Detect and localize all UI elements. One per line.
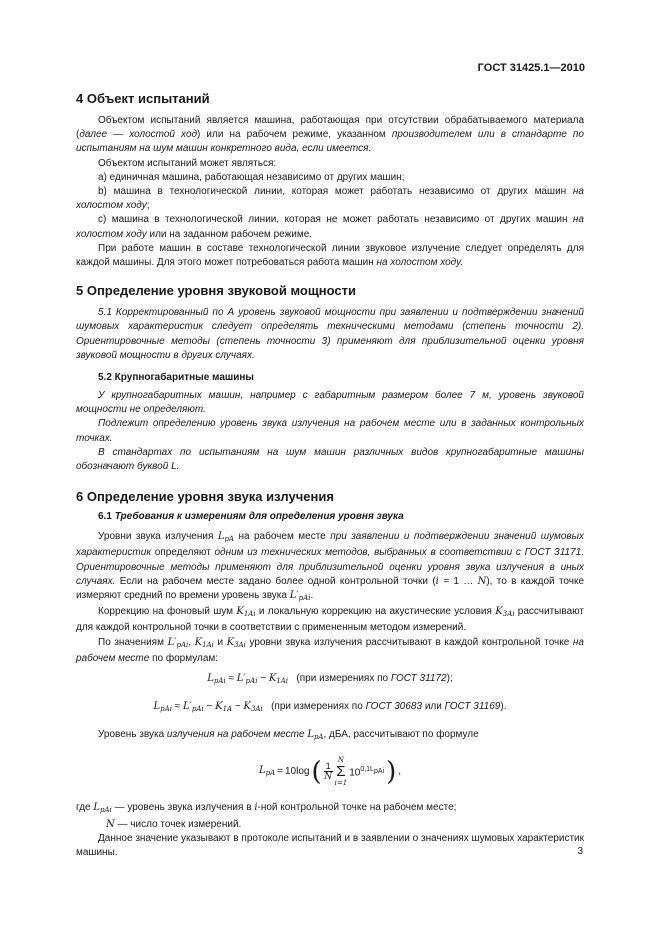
section-6-title: 6 Определение уровня звука излучения [76,489,334,505]
section-4-para-1: Объектом испытаний является машина, работающая при отсутствии обрабатываемого материала (далее — холостой ход) или на рабочем режиме, указанном производителем или в стандарте по испытаниям на шум машин конкретного вида, если имеется. [76,115,584,155]
formula-1: $L_{pAi} \approx L'_{pAi} - K_{1Ai}$ (при измерениях по ГОСТ 31172); [207,673,453,686]
section-4-item-c: c) машина в технологической линии, которая не может работать независимо от других машин на холостом ходу или на заданном рабочем режиме. [76,214,584,240]
section-4-item-b: b) машина в технологической линии, которая может работать независимо от других машин на холостом ходу; [76,186,584,212]
page-content [76,90,584,860]
section-5-title: 5 Определение уровня звуковой мощности [76,283,357,299]
section-5-2-title: 5.2 Крупногабаритные машины [98,372,254,384]
section-6-1-para-3: По значениям $L'_{pAi}$, $K_{1Ai}$ и $K_{3Ai}$ уровни звука излучения рассчитывают в каждой контрольной точке на рабочем месте по формулам: [76,636,584,664]
section-5-1: 5.1 Корректированный по А уровень звуковой мощности при заявлении и подтверждении значений шумовых характеристик следует определять техническими методами (степень точности 2). Ориентировочные методы (степень точности 3) применяют для приблизительной оценки уровня звуковой мощности в других случаях. [76,307,584,361]
section-4-para-3: При работе машин в составе технологической линии звуковое излучение следует определять для каждой машины. Для этого может потребоваться работа машин на холостом ходу. [76,242,584,269]
section-5-2-para-2: Подлежит определению уровень звука излучения на рабочем месте или в заданных контрольных точках. [76,418,584,444]
section-4-para-2: Объектом испытаний может являться: [98,157,277,169]
section-5-2-para-3: В стандартах по испытаниям на шум машин различных видов крупногабаритные машины обозначают буквой L. [76,446,584,473]
section-6-1-para-5: Данное значение указывают в протоколе испытаний и в заявлении о значениях шумовых характеристик машины. [76,832,584,858]
section-5-2-para-1: У крупногабаритных машин, например с габаритным размером более 7 м, уровень звуковой мощности не определяют. [76,390,584,416]
section-4-title: 4 Объект испытаний [76,91,210,106]
page-number: 3 [577,846,583,857]
section-6-1-para-1: Уровни звука излучения $L_{pA}$ на рабочем месте при заявлении и подтверждении значений шумовых характеристик определяют одним из технических методов, выбранных в соответствии с ГОСТ 31171. Ориентировочные методы применяют для приблизительной оценки уровня звука излучения в иных случаях. Если на рабочем месте задано более одной контрольной точки (i = 1 … N), то в каждой точке измеряют средний по времени уровень звука $L'_{pAi}$. [76,531,585,603]
standard-code: ГОСТ 31425.1—2010 [477,62,585,74]
formula-3: $L_{pA}$ = 10log ( $\frac{1}{N}$ N Σ i=1 $10^{0,1L_{pAi}}$ ) , [258,756,402,788]
formula-where-1: где $L_{pAi}$ — уровень звука излучения в i-ной контрольной точке на рабочем месте; [76,802,457,815]
section-6-1-title: 6.1 Требования к измерениям для определения уровня звука [98,511,404,523]
formula-2: $L_{pAi} \approx L'_{pAi} - K_{1A} - K_{3Ai}$ (при измерениях по ГОСТ 30683 или ГОСТ 31169). [153,701,507,714]
section-4-item-a: а) единичная машина, работающая независимо от других машин; [98,171,405,183]
section-6-1-para-4: Уровень звука излучения на рабочем месте $L_{pA}$, дБА, рассчитывают по формуле [98,729,479,742]
section-6-1-para-2: Коррекцию на фоновый шум $K_{1Ai}$ и локальную коррекцию на акустические условия $K_{3Ai}$ рассчитывают для каждой контрольной точки в соответствии с примененным методом измерений. [76,606,584,634]
formula-where-2: N — число точек измерений. [106,818,242,830]
